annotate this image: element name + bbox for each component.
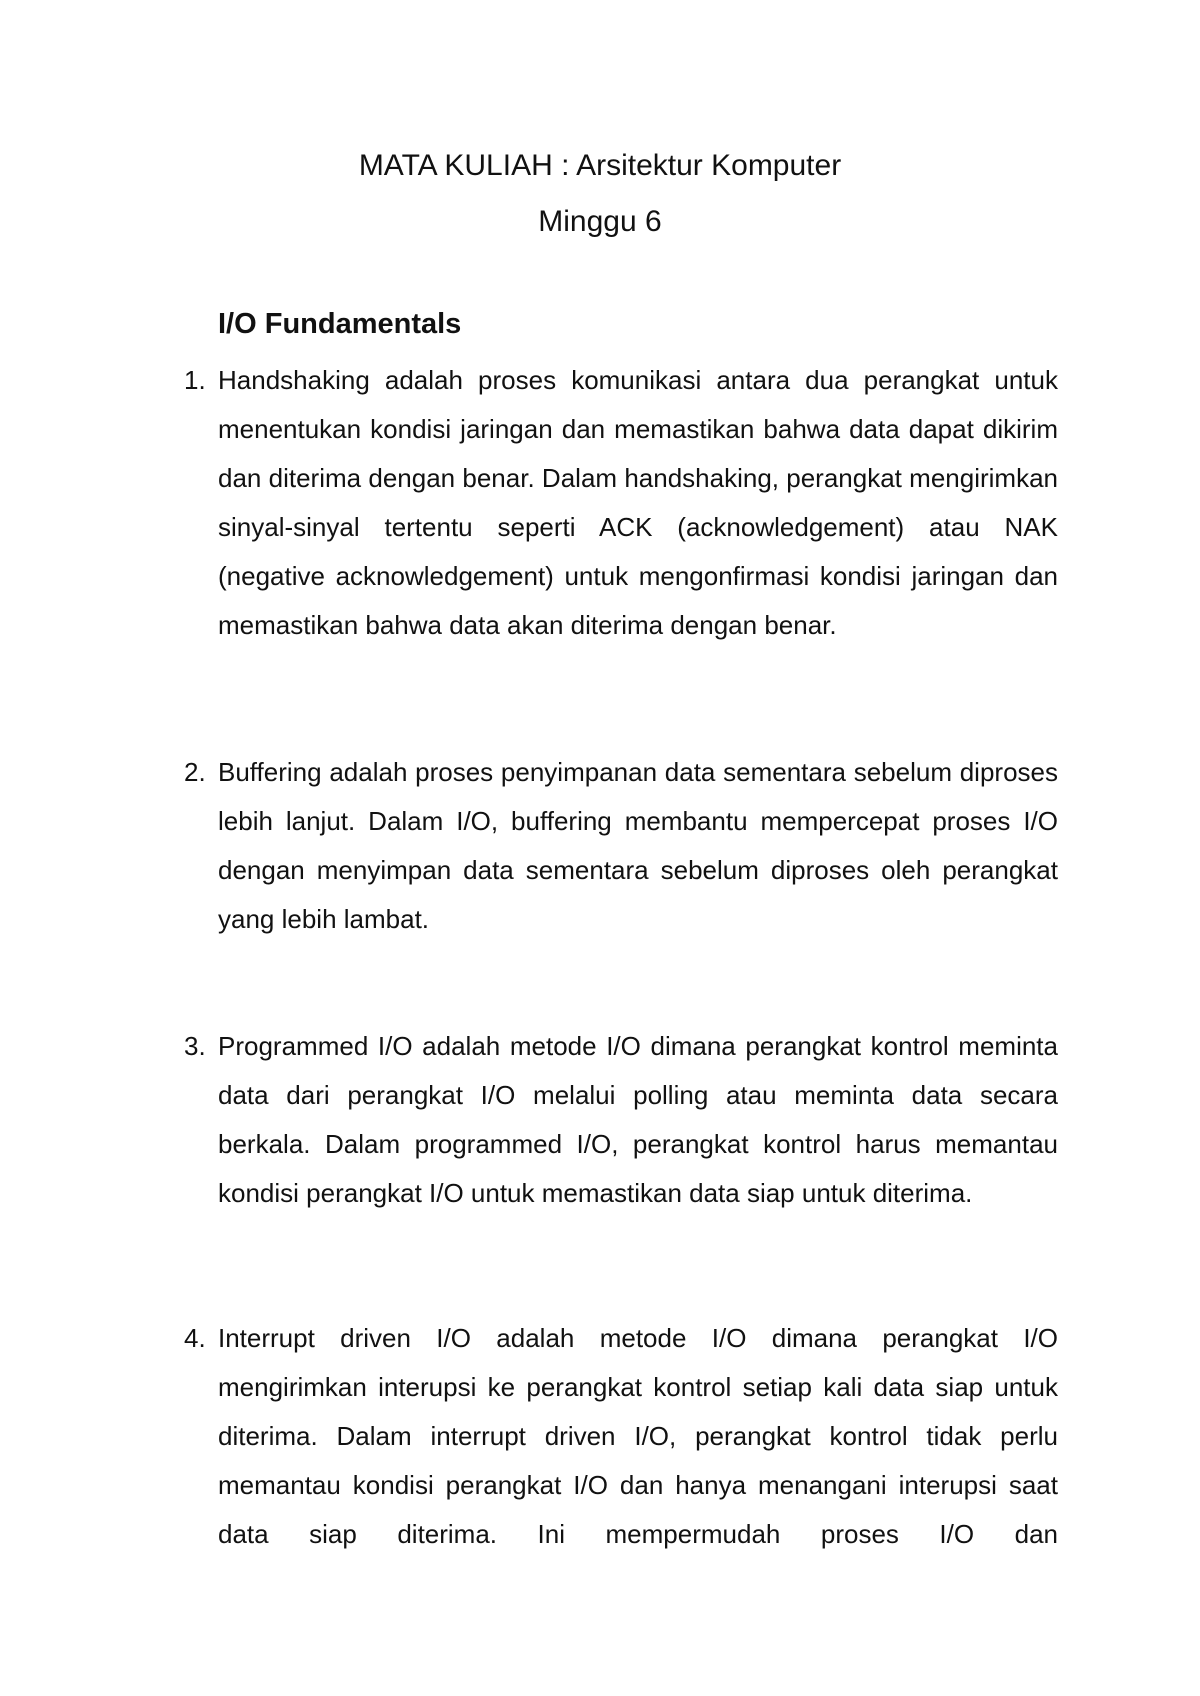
list-item-number: 1. (184, 365, 206, 395)
list-item-text: Interrupt driven I/O adalah metode I/O dimana perangkat I/O mengirimkan interupsi ke perangkat kontrol setiap kali data siap untuk diterima. Dalam interrupt driven I/O, perangkat kontrol tidak perlu memantau kondisi perangkat I/O dan hanya menangani interupsi saat data siap diterima. Ini mempermudah proses I/O dan (218, 1323, 1058, 1549)
course-title: MATA KULIAH : Arsitektur Komputer (358, 149, 842, 182)
list-item-number: 2. (184, 757, 206, 787)
list-item-text: Buffering adalah proses penyimpanan data sementara sebelum diproses lebih lanjut. Dalam I/O, buffering membantu mempercepat proses I/O dengan menyimpan data sementara sebelum diproses oleh perangkat yang lebih lambat. (218, 757, 1058, 934)
list-item-text: Programmed I/O adalah metode I/O dimana perangkat kontrol meminta data dari perangkat I/O melalui polling atau meminta data secara berkala. Dalam programmed I/O, perangkat kontrol harus memantau kondisi perangkat I/O untuk memastikan data siap untuk diterima. (218, 1031, 1058, 1208)
list-item (184, 1022, 1058, 1218)
list-item-number: 4. (184, 1323, 206, 1353)
section-heading: I/O Fundamentals (218, 308, 462, 340)
list-item-text: Handshaking adalah proses komunikasi antara dua perangkat untuk menentukan kondisi jaringan dan memastikan bahwa data dapat dikirim dan diterima dengan benar. Dalam handshaking, perangkat mengirimkan sinyal-sinyal tertentu seperti ACK (acknowledgement) atau NAK (negative acknowledgement) untuk mengonfirmasi kondisi jaringan dan memastikan bahwa data akan diterima dengan benar. (218, 365, 1058, 640)
list-item (184, 1314, 1058, 1559)
list-item-number: 3. (184, 1031, 206, 1061)
list-item (184, 356, 1058, 650)
week-label: Minggu 6 (538, 205, 662, 238)
list-item (184, 748, 1058, 944)
